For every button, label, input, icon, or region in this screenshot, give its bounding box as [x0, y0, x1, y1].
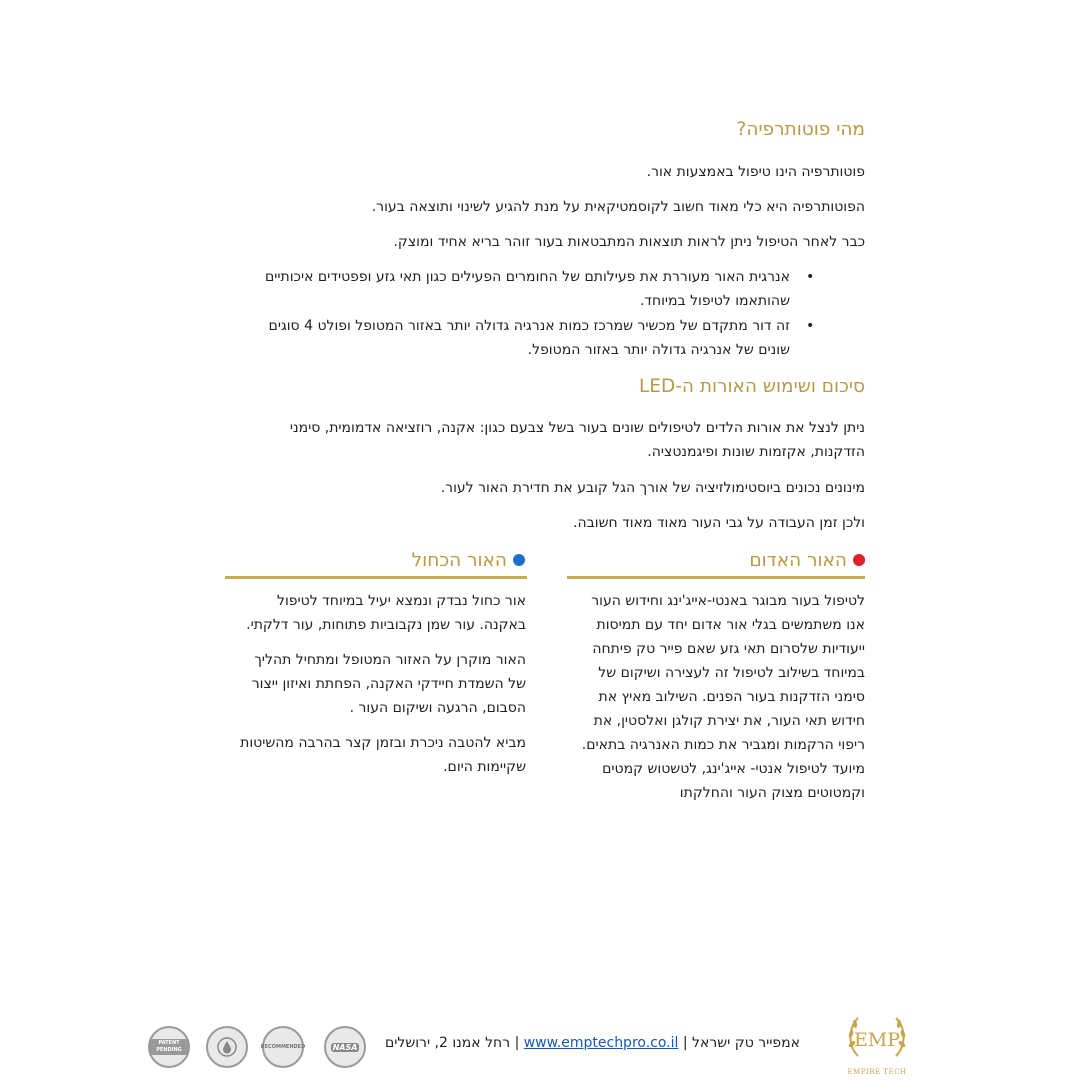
paragraph: כבר לאחר הטיפול ניתן לראות תוצאות המתבטאות בעור זוהר בריא אחיד ומוצק.	[393, 234, 865, 250]
red-light-title	[749, 550, 865, 571]
logo-text: EMPIRE TECH	[847, 1068, 907, 1076]
badge-text: NASA	[332, 1042, 358, 1052]
text-line: ייעודיות שלסרום תאי גזע שאם פייר טק פיתחה	[592, 641, 865, 657]
text-line: באקנה. עור שמן נקבוביות פתוחות, עור דלקתי.	[246, 617, 526, 633]
text-line: במיוחד בשילוב לטיפול זה לעצירה ושיקום של	[598, 665, 865, 681]
footer-contact	[384, 1035, 800, 1051]
text-line: וקמטוטים מצוק העור והחלקתו	[679, 785, 865, 801]
badge-text: PATENT PENDING	[150, 1039, 188, 1055]
bullet-line: שהותאמו לטיפול במיוחד.	[639, 293, 790, 309]
red-dot-icon	[853, 554, 865, 566]
address: רחל אמנו 2, ירושלים	[384, 1035, 511, 1051]
paragraph-line: הזדקנות, אקזמות שונות ופיגמנטציה.	[647, 444, 865, 460]
bullet-marker: •	[806, 318, 815, 334]
section-title-phototherapy: מהי פוטותרפיה?	[736, 119, 865, 140]
text-line: חידוש תאי העור, את יצירת קולגן ואלסטין, את	[593, 713, 865, 729]
red-light-text	[575, 589, 865, 805]
paragraph: פוטותרפיה הינו טיפול באמצעות אור.	[646, 164, 865, 180]
text-line: האור מוקרן על האזור המטופל ומתחיל תהליך	[254, 652, 526, 668]
section-title-led-summary: סיכום ושימוש האורות ה-LED	[638, 376, 865, 397]
bullet-line: אנרגית האור מעוררת את פעילותם של החומרים הפעילים כגון תאי גזע ופפטידים איכותיים	[264, 269, 790, 285]
bullet-line: זה דור מתקדם של מכשיר שמרכז כמות אנרגיה גדולה יותר באזור המטופל ופולט 4 סוגים	[268, 318, 790, 334]
blue-light-text	[236, 589, 526, 779]
company-name: אמפייר טק ישראל	[692, 1035, 800, 1051]
text-line: אור כחול נבדק ונמצא יעיל במיוחד לטיפול	[277, 593, 526, 609]
laurel-icon	[842, 1010, 912, 1066]
divider	[225, 576, 527, 579]
patent-pending-badge-icon	[148, 1026, 190, 1068]
text-line: ריפוי הרקמות ומגביר את כמות האנרגיה בתאים.	[581, 737, 865, 753]
paragraph: הפוטותרפיה היא כלי מאוד חשוב לקוסמטיקאית על מנת להגיע לשינוי ותוצאה בעור.	[371, 199, 865, 215]
separator: |	[682, 1035, 688, 1051]
paragraph-line: ניתן לנצל את אורות הלדים לטיפולים שונים בעור בשל צבעם כגון: אקנה, רוזציאה אדמומית, סימני	[289, 420, 865, 436]
bullet-marker: •	[806, 269, 815, 285]
paragraph: מינונים נכונים ביוסטימולזיציה של אורך הגל קובע את חדירת האור לעור.	[440, 480, 865, 496]
blue-light-title	[412, 550, 525, 571]
bullet-line: שונים של אנרגיה גדולה יותר באזור המטופל.	[527, 342, 790, 358]
recommended-badge-icon	[262, 1026, 304, 1068]
text-line: מיועד לטיפול אנטי- אייג'ינג, לטשטוש קמטים	[602, 761, 865, 777]
separator: |	[514, 1035, 520, 1051]
blue-dot-icon	[513, 554, 525, 566]
nasa-badge-icon	[324, 1026, 366, 1068]
website-link[interactable]: www.emptechpro.co.il	[523, 1035, 679, 1051]
text-line: סימני הזדקנות בעור הפנים. השילוב מאיץ את	[598, 689, 865, 705]
text-line: שקיימות היום.	[443, 759, 526, 775]
divider	[567, 576, 865, 579]
paragraph: ולכן זמן העבודה על גבי העור מאוד מאוד חשובה.	[573, 515, 865, 531]
drop-badge-icon	[206, 1026, 248, 1068]
blue-light-title-text: האור הכחול	[411, 550, 507, 571]
red-light-title-text: האור האדום	[749, 550, 847, 571]
text-line: לטיפול בעור מבוגר באנטי-אייג'ינג וחידוש העור	[591, 593, 865, 609]
text-line: הסבום, הרגעה ושיקום העור .	[349, 700, 526, 716]
text-line: אנו משתמשים בגלי אור אדום יחד עם תמיסות	[596, 617, 865, 633]
empire-tech-logo	[842, 1010, 912, 1080]
text-line: מביא להטבה ניכרת ובזמן קצר בהרבה מהשיטות	[240, 735, 526, 751]
badge-text: RECOMMENDED	[260, 1043, 306, 1050]
text-line: של השמדת חיידקי האקנה, הפחתת ואיזון ייצור	[251, 676, 526, 692]
water-drop-icon	[216, 1036, 238, 1058]
logo-initials: EMP	[853, 1029, 901, 1051]
